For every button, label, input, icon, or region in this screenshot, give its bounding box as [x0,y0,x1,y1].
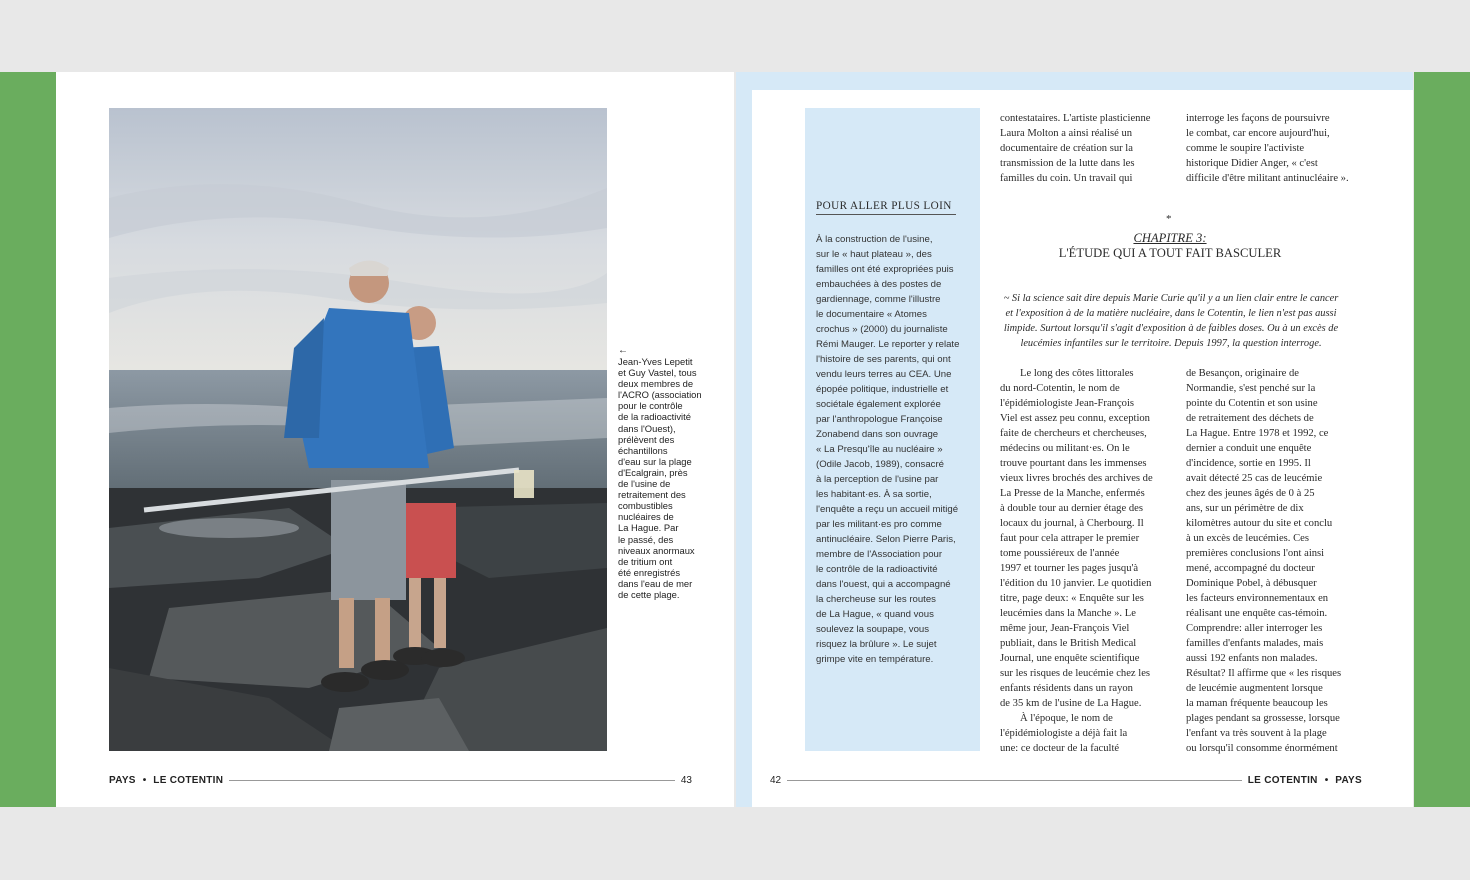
text-line: publiait, dans le British Medical [1000,638,1137,649]
sidebar-line: sociétale également explorée [816,399,941,410]
caption-line: de cette plage. [618,588,680,600]
article-top-column-1 [1000,111,1180,186]
footer-page-number: 43 [680,774,692,786]
chapter-title: L'ÉTUDE QUI A TOUT FAIT BASCULER [1058,246,1282,260]
sidebar-line: les habitant·es. À sa sortie, [816,489,932,500]
beach-photo [109,108,607,751]
text-line: une: ce docteur de la faculté [1000,743,1120,754]
text-line: locaux du journal, à Cherbourg. Il [1000,518,1144,529]
text-line: réalisant une enquête cas-témoin. [1186,608,1328,619]
text-line: à double tour au dernier étage des [1000,503,1143,514]
text-line: À l'époque, le nom de [1020,713,1113,724]
footer-magazine: LE COTENTIN [153,774,224,786]
text-line: Viel est assez peu connu, exception [1000,413,1150,424]
text-line: Comprendre: aller interroger les [1186,623,1323,634]
caption-line: échantillons [618,444,668,456]
caption-line: deux membres de [618,378,694,390]
text-line: faut pour cela attraper le premier [1000,533,1140,544]
chapter-intro [986,291,1356,351]
footer-section: PAYS [109,774,136,786]
caption-line: niveaux anormaux [618,544,695,556]
sidebar-line: gardiennage, comme l'illustre [816,294,941,305]
caption-line: prélèvent des [618,433,675,445]
caption-line: combustibles [618,500,673,512]
sidebar-line: à la perception de l'usine par [816,474,939,485]
caption-line: retraitement des [618,489,686,501]
sidebar-line: crochus » (2000) du journaliste [816,324,948,335]
text-line: Résultat? Il affirme que « les risques [1186,668,1342,679]
caption-text [618,356,708,600]
sidebar-line: par l'anthropologue Françoise [816,414,943,425]
sidebar-line: par les militant·es pro comme [816,519,942,530]
photo-illustration [109,108,607,751]
text-line: ans, sur un périmètre de dix [1186,503,1304,514]
caption-line: d'eau sur la plage [618,455,692,467]
sidebar-line: l'enquête a reçu un accueil mitigé [816,504,959,515]
text-line: titre, page deux: « Enquête sur les [1000,593,1144,604]
text-line: les facteurs environnementaux en [1186,593,1329,604]
text-line: la maman fréquente beaucoup les [1186,698,1328,709]
footer-page-number: 42 [770,774,782,786]
text-line: familles d'enfants malades, mais [1186,638,1324,649]
text-line: l'édition du 10 janvier. Le quotidien [1000,578,1152,589]
text-line: aussi 192 enfants non malades. [1186,653,1318,664]
sidebar-line: la chercheuse sur les routes [816,594,936,605]
sidebar-line: le contrôle de la radioactivité [816,564,938,575]
caption-line: nucléaires de [618,511,674,523]
sidebar-line: À la construction de l'usine, [816,234,933,245]
caption-line: de l'usine de [618,478,671,490]
text-line: La Hague. Entre 1978 et 1992, ce [1186,428,1329,439]
text-line: d'incidence, sortie en 1995. Il [1186,458,1311,469]
article-body-column-1 [1000,366,1180,756]
sidebar-text [816,232,966,667]
article-body-column-2 [1186,366,1366,756]
text-line: de 35 km de l'usine de La Hague. [1000,698,1142,709]
text-line: de Besançon, originaire de [1186,368,1299,379]
sidebar-line: antinucléaire. Selon Pierre Paris, [816,534,956,545]
intro-line: ~ Si la science sait dire depuis Marie Curie qu'il y a un lien clair entre le cancer [1003,293,1339,304]
text-line: du nord-Cotentin, le nom de [1000,383,1120,394]
intro-line: limpide. Surtout lorsqu'il s'agit d'exposition à de faibles doses. Ou à un excès de [1003,323,1339,334]
sidebar-line: vendu leurs terres au CEA. Une [816,369,952,380]
sidebar-line: (Odile Jacob, 1989), consacré [816,459,944,470]
text-line: vieux livres brochés des archives de [1000,473,1153,484]
sidebar-line: Zonabend dans son ouvrage [816,429,939,440]
text-line: tome poussiéreux de l'année [1000,548,1120,559]
text-line: contestataires. L'artiste plasticienne [1000,113,1151,124]
article-top-column-2 [1186,111,1366,186]
chapter-heading [1000,231,1340,261]
text-line: l'épidémiologiste a déjà fait la [1000,728,1128,739]
footer-bullet: • [1324,774,1329,786]
sidebar-line: familles ont été expropriées puis [816,264,954,275]
sidebar-title: POUR ALLER PLUS LOIN [816,200,956,215]
intro-line: et l'exposition à de la matière nucléaire, dans le Cotentin, le lien n'est pas aussi [1005,308,1337,319]
text-line: de leucémie augmentent lorsque [1186,683,1323,694]
caption-line: et Guy Vastel, tous [618,367,697,379]
text-line: sur les risques de leucémie chez les [1000,668,1151,679]
text-line: 1997 et tourner les pages jusqu'à [1000,563,1139,574]
text-line: premières conclusions l'ont ainsi [1186,548,1325,559]
text-line: transmission de la lutte dans les [1000,158,1135,169]
text-line: leucémies dans la Manche ». Le [1000,608,1136,619]
right-footer [770,772,1362,788]
caption-line: dans l'eau de mer [618,577,693,589]
text-line: avait détecté 25 cas de leucémie [1186,473,1323,484]
text-line: le combat, car encore aujourd'hui, [1186,128,1330,139]
text-line: La Presse de la Manche, enfermés [1000,488,1145,499]
section-star: * [1166,213,1172,225]
sidebar-line: embauchées à des postes de [816,279,942,290]
caption-line: d'Ecalgrain, près [618,466,688,478]
text-line: enfants résidents dans un rayon [1000,683,1133,694]
sidebar-line: sur le « haut plateau », des [816,249,932,260]
sidebar-line: le documentaire « Atomes [816,309,927,320]
sidebar-line: risquez la brûlure ». Le sujet [816,639,937,650]
text-line: Le long des côtes littorales [1020,368,1134,379]
left-footer [109,772,692,788]
footer-rule [787,780,1242,781]
text-line: pointe du Cotentin et son usine [1186,398,1318,409]
sidebar-line: membre de l'Association pour [816,549,943,560]
text-line: dernier a conduit une enquête [1186,443,1312,454]
footer-section: PAYS [1335,774,1362,786]
text-line: médecins ou militant·es. On le [1000,443,1130,454]
text-line: trouve pourtant dans les immenses [1000,458,1147,469]
text-line: ou lorsqu'il consomme énormément [1186,743,1338,754]
text-line: mené, accompagné du docteur [1186,563,1315,574]
text-line: l'épidémiologiste Jean-François [1000,398,1135,409]
caption-line: La Hague. Par [618,522,679,534]
text-line: comme le soupire l'activiste [1186,143,1305,154]
footer-bullet: • [142,774,147,786]
text-line: difficile d'être militant antinucléaire ». [1186,173,1349,184]
caption-line: été enregistrés [618,566,681,578]
text-line: de retraitement des déchets de [1186,413,1314,424]
text-line: Journal, une enquête scientifique [1000,653,1140,664]
footer-magazine: LE COTENTIN [1247,774,1318,786]
text-line: chez des jeunes âgés de 0 à 25 [1186,488,1315,499]
footer-rule [229,780,675,781]
caption-line: Jean-Yves Lepetit [618,356,693,367]
sidebar-line: soulevez la soupape, vous [816,624,930,635]
text-line: historique Didier Anger, « c'est [1186,158,1318,169]
caption-line: de la radioactivité [618,411,691,423]
text-line: même jour, Jean-François Viel [1000,623,1130,634]
sidebar-line: Rémi Mauger. Le reporter y relate [816,339,960,350]
text-line: familles du coin. Un travail qui [1000,173,1133,184]
text-line: faite de chercheurs et chercheuses, [1000,428,1147,439]
sidebar-line: l'histoire de ses parents, qui ont [816,354,951,365]
photo-caption [618,346,708,600]
text-line: l'enfant va très souvent à la plage [1186,728,1327,739]
sidebar-line: grimpe vite en température. [816,654,934,665]
sidebar-line: « La Presqu'île au nucléaire » [816,444,943,455]
caption-line: dans l'Ouest), [618,422,676,434]
left-green-band [0,72,56,807]
sidebar-line: de La Hague, « quand vous [816,609,934,620]
arrow-left-icon: ← [618,345,628,356]
sidebar-line: dans l'ouest, qui a accompagné [816,579,951,590]
text-line: Normandie, s'est penché sur la [1186,383,1316,394]
text-line: kilomètres autour du site et conclu [1186,518,1333,529]
sidebar-line: épopée politique, industrielle et [816,384,949,395]
text-line: plages pendant sa grossesse, lorsque [1186,713,1340,724]
text-line: Laura Molton a ainsi réalisé un [1000,128,1133,139]
caption-line: pour le contrôle [618,400,683,412]
caption-line: le passé, des [618,533,674,545]
right-green-band [1414,72,1470,807]
text-line: interroge les façons de poursuivre [1186,113,1330,124]
caption-line: de tritium ont [618,555,673,567]
chapter-number: CHAPITRE 3: [1133,231,1207,245]
text-line: à un excès de leucémies. Ces [1186,533,1309,544]
text-line: documentaire de création sur la [1000,143,1133,154]
text-line: Dominique Pobel, à débusquer [1186,578,1317,589]
intro-line: leucémies infantiles sur le territoire. Depuis 1997, la question interroge. [1020,338,1322,349]
caption-line: l'ACRO (association [618,389,702,401]
